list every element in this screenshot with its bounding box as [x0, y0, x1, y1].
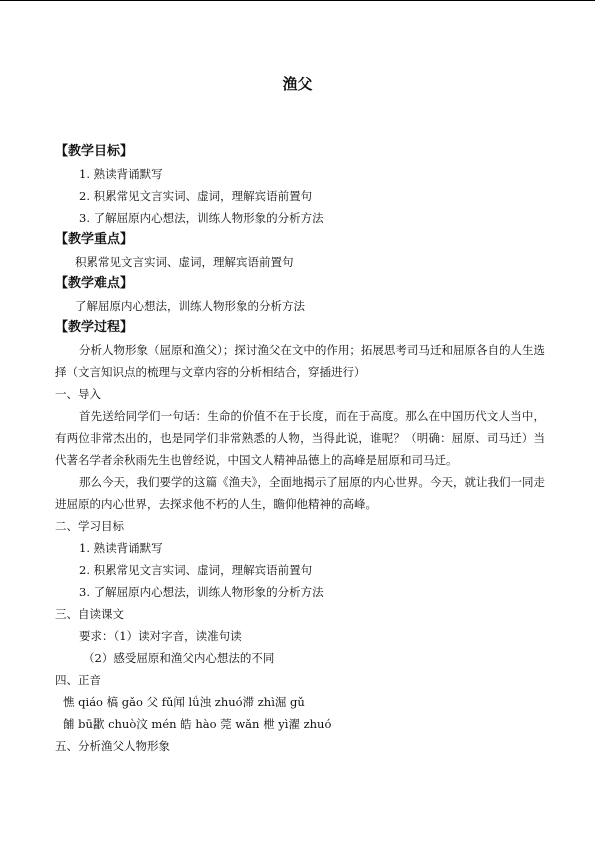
- section-intro-paragraph-1: 首先送给同学们一句话：生命的价值不在于长度，而在于高度。那么在中国历代文人当中，有两位非常杰出的，也是同学们非常熟悉的人物，当得此说，谁呢？（明确：屈原、司马迁）当代著名学者余秋雨先生也曾经说，中国文人精神品德上的高峰是屈原和司马迁。: [55, 409, 545, 467]
- top-border-line: [0, 0, 595, 1]
- section-intro-title: 一、导入: [55, 387, 101, 401]
- document-body: [55, 141, 545, 757]
- document-title: 渔父: [282, 75, 313, 93]
- section-intro-paragraph-2: 那么今天，我们要学的这篇《渔夫》，全面地揭示了屈原的内心世界。今天，就让我们一同走进屈原的内心世界，去探求他不朽的人生，瞻仰他精神的高峰。: [55, 475, 545, 511]
- goals-item: 1. 熟读背诵默写: [79, 167, 163, 181]
- goals-list: [55, 163, 545, 229]
- goals-item: 3. 了解屈原内心想法，训练人物形象的分析方法: [79, 211, 324, 225]
- goals-heading: 【教学目标】: [55, 144, 134, 159]
- section-goals-item: 1. 熟读背诵默写: [79, 541, 163, 555]
- key-points-text: 积累常见文言实词、虚词，理解宾语前置句: [75, 255, 294, 269]
- process-intro: 分析人物形象（屈原和渔父）；探讨渔父在文中的作用；拓展思考司马迁和屈原各自的人生选择（文言知识点的梳理与文章内容的分析相结合，穿插进行）: [55, 343, 545, 379]
- pronunciation-line-2: 餔 bū歠 chuò汶 mén 皓 hào 莞 wǎn 枻 yì濯 zhuó: [63, 717, 332, 731]
- section-goals-item: 2. 积累常见文言实词、虚词，理解宾语前置句: [79, 563, 313, 577]
- section-goals-title: 二、学习目标: [55, 519, 124, 533]
- difficulties-heading: 【教学难点】: [55, 276, 134, 291]
- section-analysis-title: 五、分析渔父人物形象: [55, 739, 170, 753]
- pronunciation-line-1: 憔 qiáo 槁 gǎo 父 fǔ闻 lǘ浊 zhuó滞 zhì淈 gǔ: [63, 695, 305, 709]
- difficulties-text: 了解屈原内心想法，训练人物形象的分析方法: [75, 299, 305, 313]
- section-pronunciation-title: 四、正音: [55, 673, 101, 687]
- goals-item: 2. 积累常见文言实词、虚词，理解宾语前置句: [79, 189, 313, 203]
- section-goals-list: [55, 537, 545, 603]
- reading-requirement-2: （2）感受屈原和渔父内心想法的不同: [83, 651, 275, 665]
- process-heading: 【教学过程】: [55, 320, 134, 335]
- section-goals-item: 3. 了解屈原内心想法，训练人物形象的分析方法: [79, 585, 324, 599]
- key-points-heading: 【教学重点】: [55, 232, 134, 247]
- section-reading-title: 三、自读课文: [55, 607, 124, 621]
- reading-requirement-1: 要求：（1）读对字音，读准句读: [79, 629, 242, 643]
